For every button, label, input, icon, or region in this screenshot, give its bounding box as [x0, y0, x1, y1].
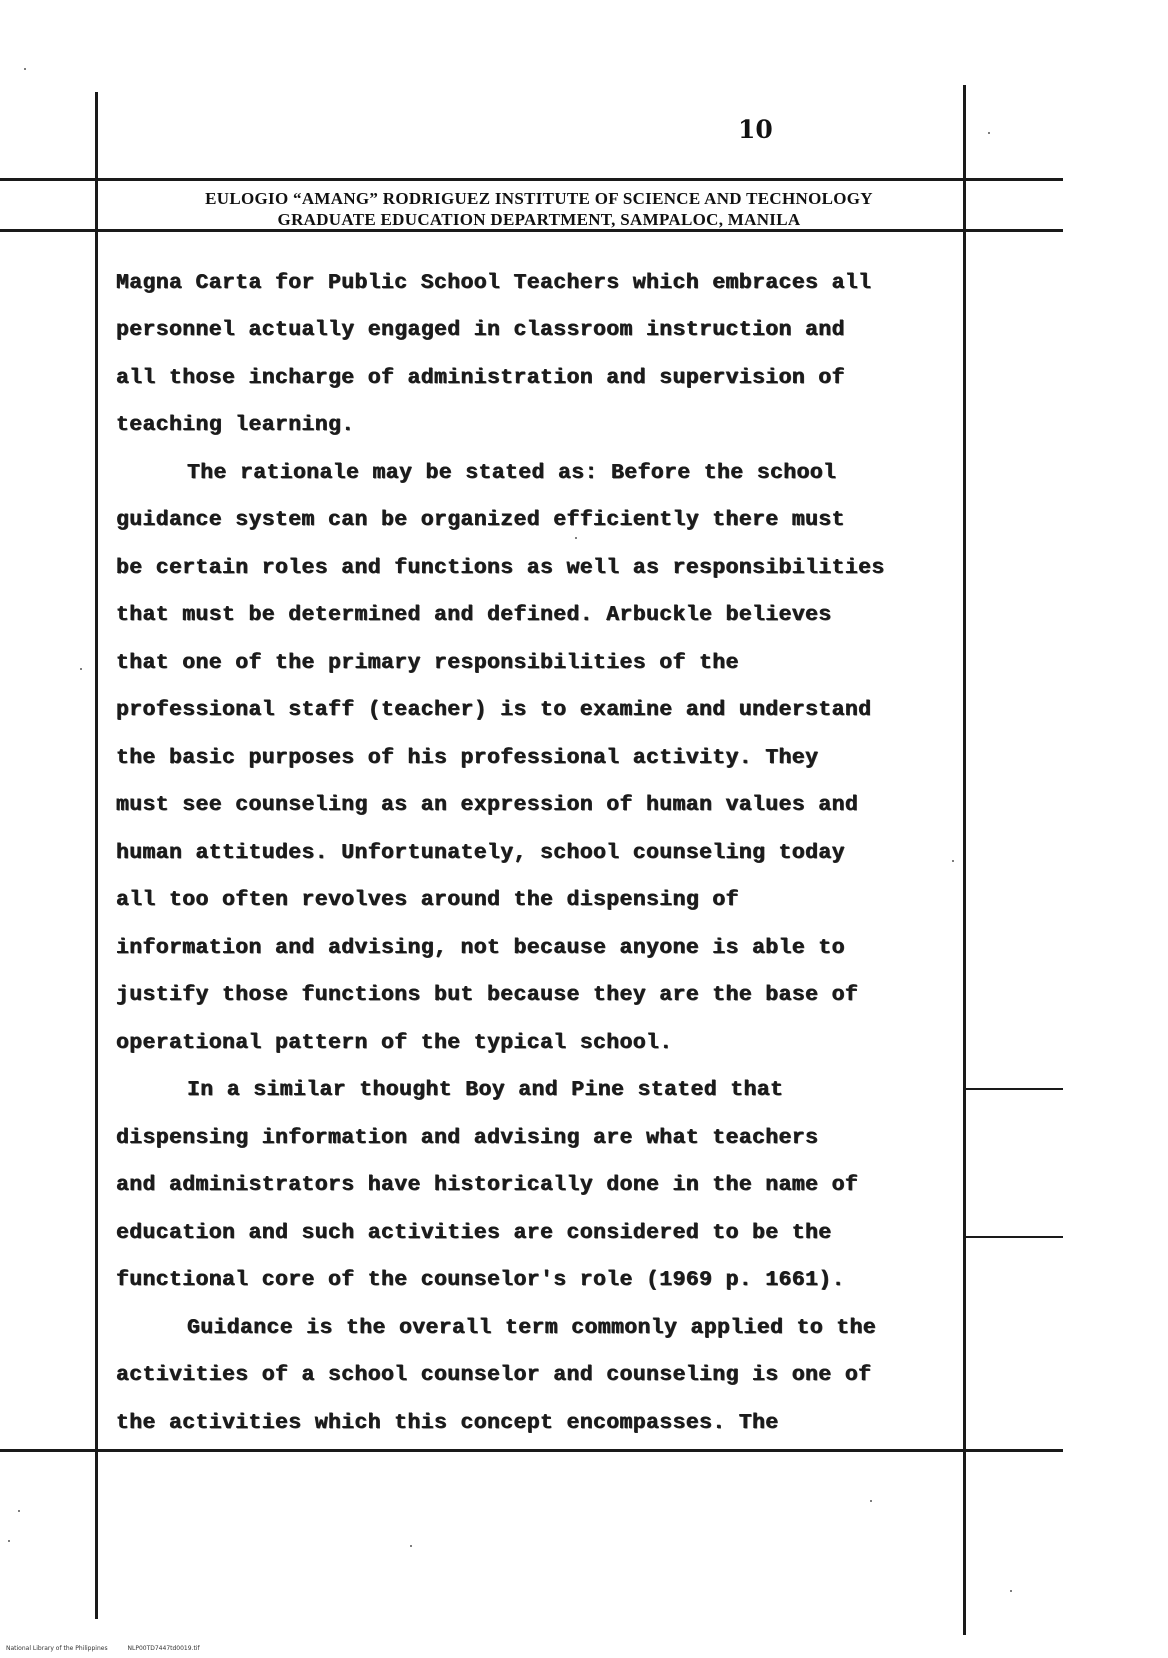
body-line: In a similar thought Boy and Pine stated that	[187, 1078, 784, 1102]
body-line: all those incharge of administration and supervision of	[116, 366, 845, 390]
body-line: information and advising, not because anyone is able to	[116, 936, 845, 960]
header-top-rule	[0, 178, 1063, 181]
body-line: human attitudes. Unfortunately, school counseling today	[116, 841, 845, 865]
margin-tick-lower	[963, 1236, 1063, 1238]
margin-tick-upper	[963, 1088, 1063, 1090]
file-id: NLP00TD7447td0019.tif	[127, 1645, 200, 1652]
body-line: the activities which this concept encompasses. The	[116, 1411, 779, 1435]
body-line: be certain roles and functions as well as responsibilities	[116, 556, 885, 580]
body-line: justify those functions but because they are the base of	[116, 983, 859, 1007]
body-line: the basic purposes of his professional activity. They	[116, 746, 819, 770]
library-name: National Library of the Philippines	[6, 1645, 108, 1652]
body-line: dispensing information and advising are what teachers	[116, 1126, 819, 1150]
body-line: and administrators have historically done in the name of	[116, 1173, 859, 1197]
body-line: personnel actually engaged in classroom instruction and	[116, 318, 845, 342]
body-line: must see counseling as an expression of human values and	[116, 793, 859, 817]
institution-name: EULOGIO “AMANG” RODRIGUEZ INSTITUTE OF SCIENCE AND TECHNOLOGY	[205, 189, 873, 208]
institution-header	[104, 188, 974, 230]
archive-footer	[6, 1645, 218, 1652]
body-line: guidance system can be organized efficiently there must	[116, 508, 845, 532]
body-line: all too often revolves around the dispensing of	[116, 888, 739, 912]
body-line: operational pattern of the typical school.	[116, 1031, 673, 1055]
body-line: Magna Carta for Public School Teachers which embraces all	[116, 271, 872, 295]
body-line: The rationale may be stated as: Before the school	[187, 461, 837, 485]
body-line: activities of a school counselor and counseling is one of	[116, 1363, 872, 1387]
body-line: functional core of the counselor's role (1969 p. 1661).	[116, 1268, 845, 1292]
body-line: that one of the primary responsibilities of the	[116, 651, 739, 675]
department-name: GRADUATE EDUCATION DEPARTMENT, SAMPALOC, MANILA	[277, 210, 801, 229]
page-number: 10	[738, 115, 773, 144]
right-margin-rule	[963, 85, 966, 1635]
body-line: Guidance is the overall term commonly applied to the	[187, 1316, 877, 1340]
body-line: professional staff (teacher) is to examine and understand	[116, 698, 872, 722]
body-line: education and such activities are considered to be the	[116, 1221, 832, 1245]
body-line: teaching learning.	[116, 413, 355, 437]
bottom-rule	[0, 1449, 1063, 1452]
body-line: that must be determined and defined. Arbuckle believes	[116, 603, 832, 627]
left-margin-rule	[95, 92, 98, 1619]
